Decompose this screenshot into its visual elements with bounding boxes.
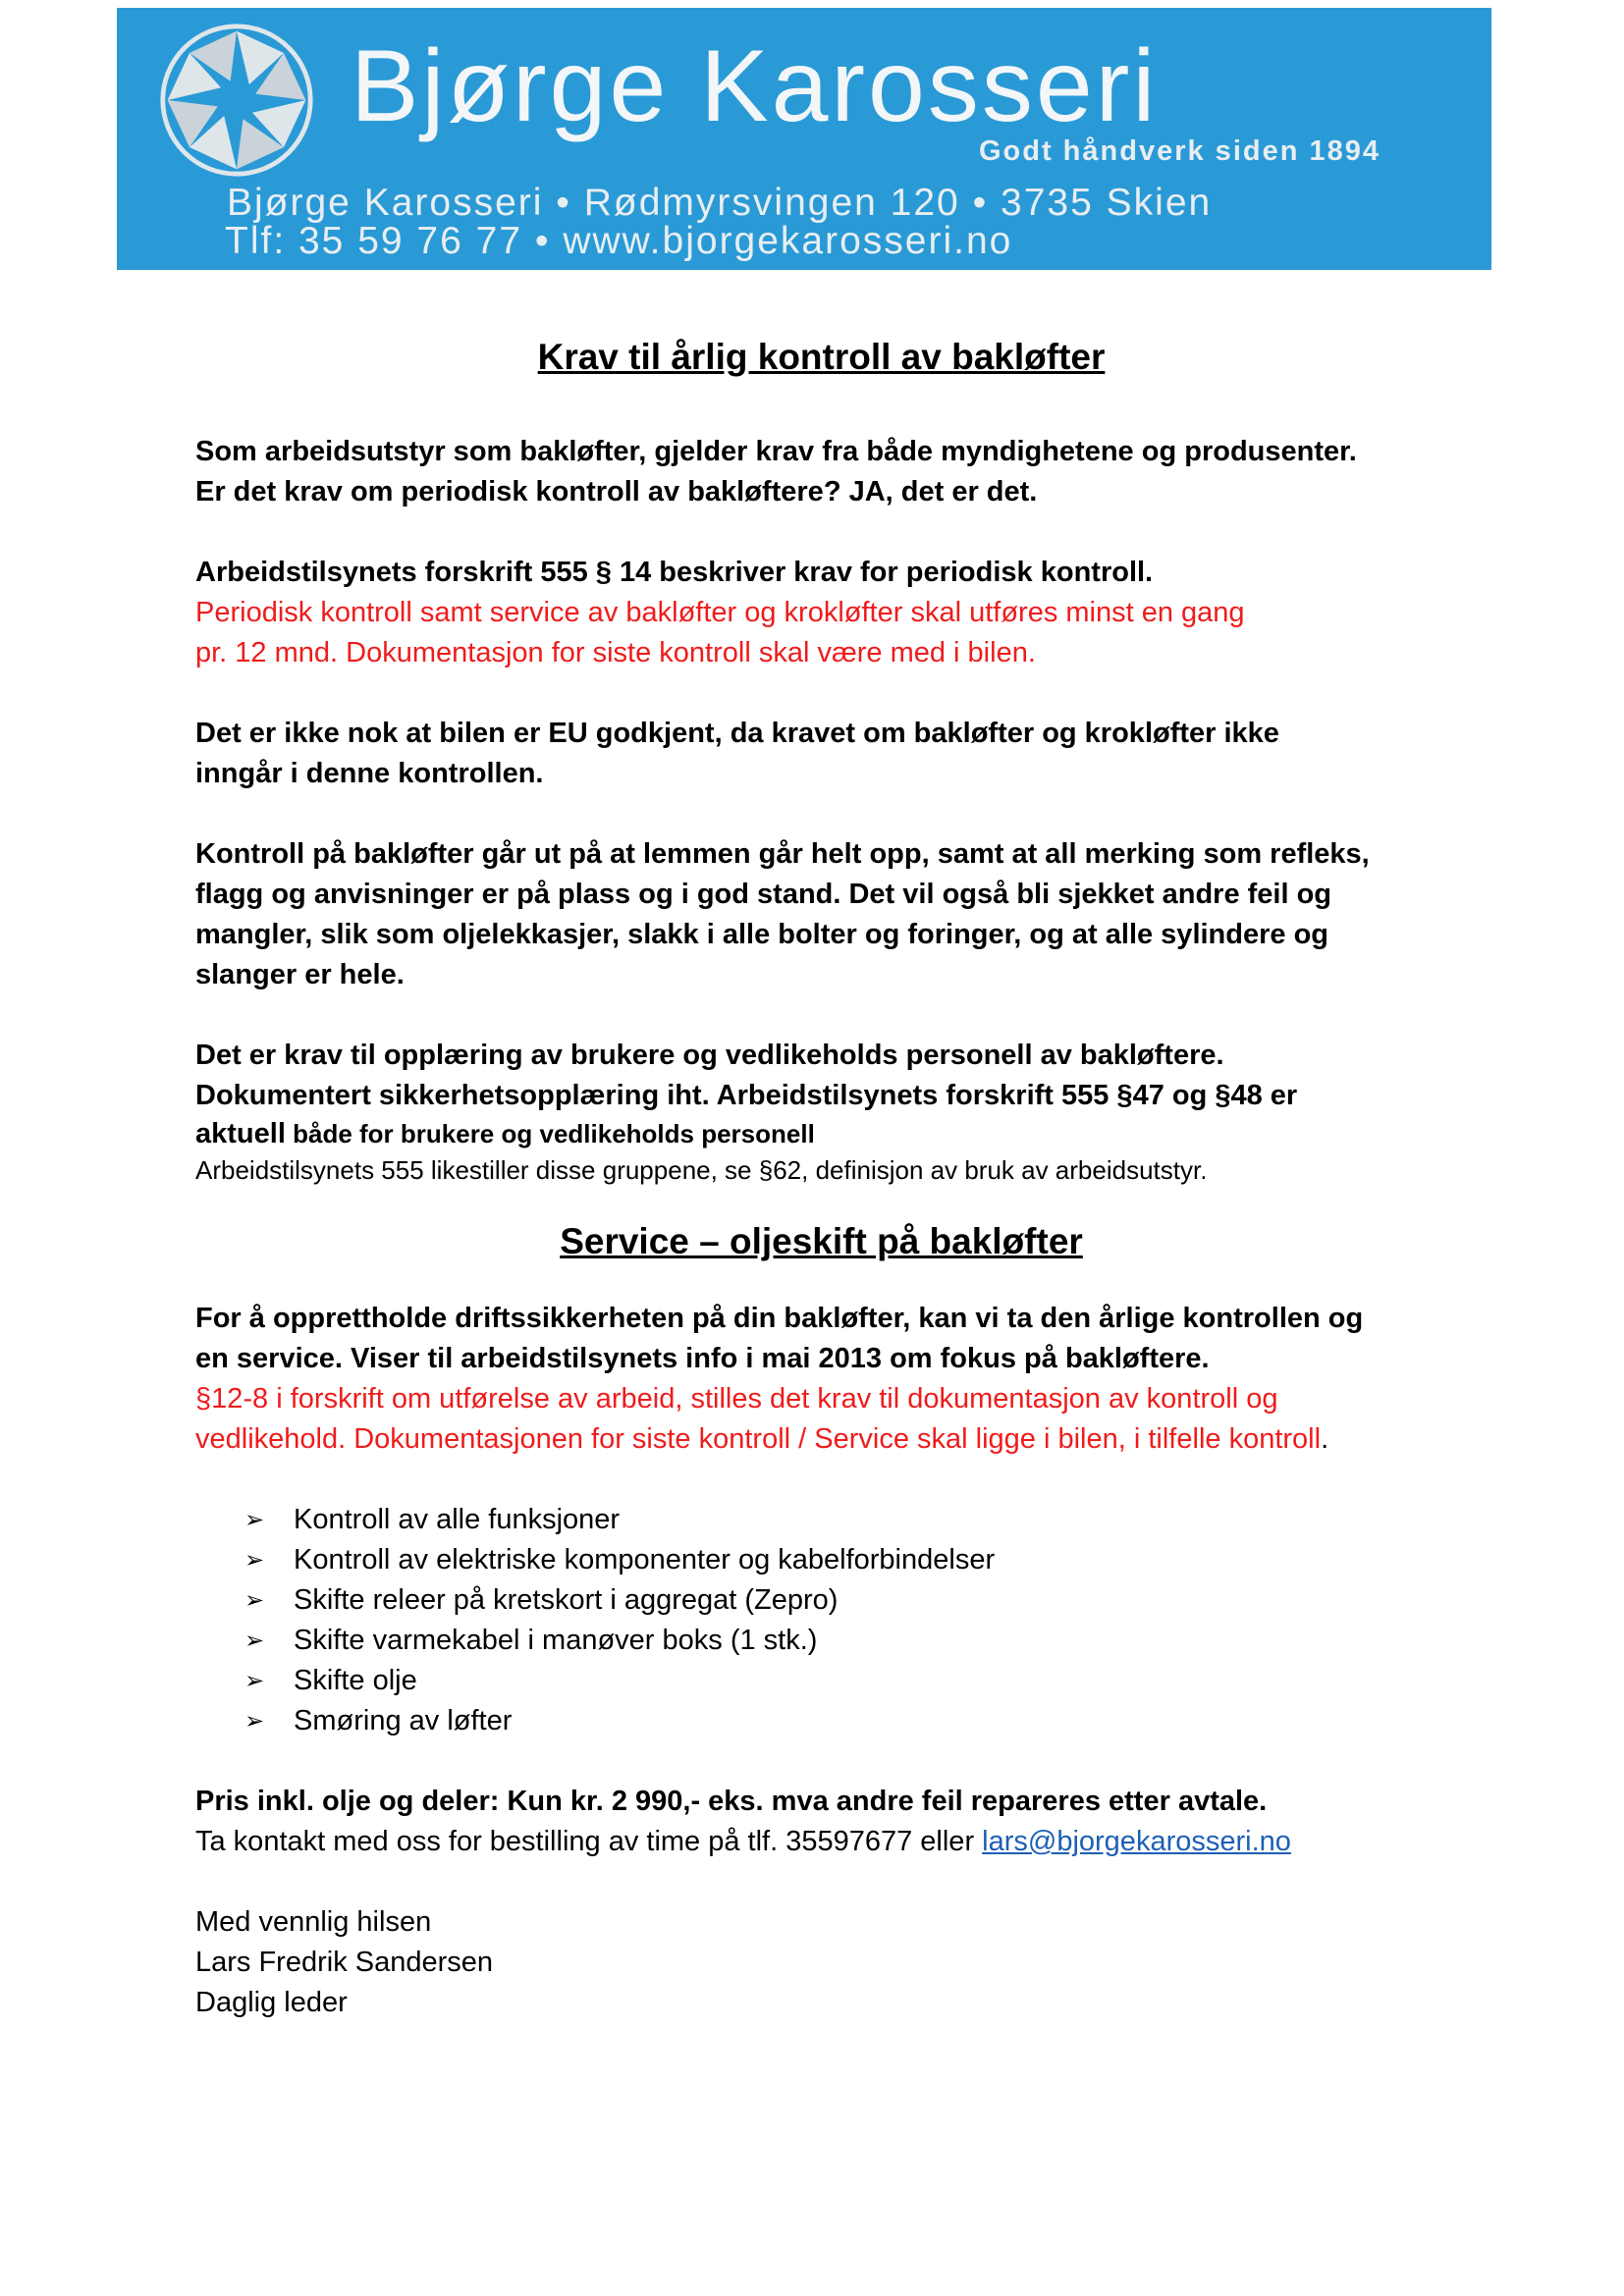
arrow-bullet-icon: ➢ [244, 1507, 265, 1533]
list-item [244, 1540, 1472, 1580]
email-link[interactable]: lars@bjorgekarosseri.no [982, 1826, 1291, 1857]
brand-name: Bjørge Karosseri [351, 29, 1159, 143]
paragraph-line: mangler, slik som oljelekkasjer, slakk i alle bolter og foringer, og at alle sylindere og [195, 919, 1329, 950]
paragraph-line: Kontroll på bakløfter går ut på at lemmen går helt opp, samt at all merking som refleks, [195, 838, 1370, 870]
paragraph-line: Dokumentert sikkerhetsopplæring iht. Arbeidstilsynets forskrift 555 §47 og §48 er [195, 1080, 1298, 1111]
tagline: Godt håndverk siden 1894 [978, 135, 1380, 167]
list-item-label: Kontroll av alle funksjoner [294, 1504, 621, 1535]
arrow-bullet-icon: ➢ [244, 1708, 265, 1735]
list-item-label: Kontroll av elektriske komponenter og kabelforbindelser [294, 1544, 996, 1575]
paragraph-line: inngår i denne kontrollen. [195, 758, 544, 789]
arrow-bullet-icon: ➢ [244, 1547, 265, 1574]
arrow-bullet-icon: ➢ [244, 1668, 265, 1694]
header-banner [117, 8, 1491, 270]
text-run: aktuell [195, 1118, 286, 1149]
text-run: både for brukere og vedlikeholds personell [285, 1119, 815, 1148]
red-notice-line: pr. 12 mnd. Dokumentasjon for siste kontroll skal være med i bilen. [195, 637, 1036, 668]
signature-role: Daglig leder [195, 1987, 348, 2018]
contact-prefix: Ta kontakt med oss for bestilling av time på tlf. 35597677 eller [195, 1826, 983, 1857]
contact-paragraph [195, 1822, 1472, 1862]
paragraph-line [195, 1116, 1472, 1152]
paragraph-line: Er det krav om periodisk kontroll av bakløftere? JA, det er det. [195, 476, 1038, 507]
signature-greeting: Med vennlig hilsen [195, 1906, 432, 1938]
section-title-service: Service – oljeskift på bakløfter [560, 1221, 1083, 1261]
paragraph-line: Som arbeidsutstyr som bakløfter, gjelder krav fra både myndighetene og produsenter. [195, 436, 1357, 467]
service-item-list [195, 1500, 1472, 1741]
list-item [244, 1701, 1472, 1741]
red-notice-line: §12-8 i forskrift om utførelse av arbeid, stilles det krav til dokumentasjon av kontroll og [195, 1383, 1278, 1415]
text-run: . [1321, 1423, 1329, 1455]
list-item-label: Skifte releer på kretskort i aggregat (Zepro) [294, 1584, 839, 1616]
list-item [244, 1621, 1472, 1661]
address-line: Bjørge Karosseri • Rødmyrsvingen 120 • 3735 Skien [227, 182, 1213, 224]
paragraph-line: slanger er hele. [195, 959, 405, 990]
section-title-control: Krav til årlig kontroll av bakløfter [537, 337, 1106, 377]
aperture-logo-icon [158, 22, 315, 179]
paragraph-line: flagg og anvisninger er på plass og i god stand. Det vil også bli sjekket andre feil og [195, 879, 1332, 910]
paragraph-line: For å opprettholde driftssikkerheten på din bakløfter, kan vi ta den årlige kontrollen og [195, 1303, 1364, 1334]
paragraph-line: en service. Viser til arbeidstilsynets info i mai 2013 om fokus på bakløftere. [195, 1343, 1210, 1374]
regulation-line: Arbeidstilsynets forskrift 555 § 14 beskriver krav for periodisk kontroll. [195, 557, 1154, 588]
paragraph-line [195, 1419, 1472, 1460]
document-body [195, 329, 1472, 2023]
price-line: Pris inkl. olje og deler: Kun kr. 2 990,- eks. mva andre feil repareres etter avtale. [195, 1786, 1268, 1817]
list-item [244, 1580, 1472, 1621]
list-item-label: Skifte olje [294, 1665, 417, 1696]
arrow-bullet-icon: ➢ [244, 1628, 265, 1654]
list-item-label: Smøring av løfter [294, 1705, 513, 1736]
paragraph-line: Arbeidstilsynets 555 likestiller disse gruppene, se §62, definisjon av bruk av arbeidsutstyr. [195, 1155, 1208, 1185]
signature-name: Lars Fredrik Sandersen [195, 1947, 494, 1978]
arrow-bullet-icon: ➢ [244, 1587, 265, 1614]
red-notice-run: vedlikehold. Dokumentasjonen for siste kontroll / Service skal ligge i bilen, i tilfelle kontroll [195, 1423, 1322, 1455]
list-item-label: Skifte varmekabel i manøver boks (1 stk.) [294, 1625, 818, 1656]
paragraph-line: Det er ikke nok at bilen er EU godkjent, da kravet om bakløfter og krokløfter ikke [195, 718, 1279, 749]
paragraph-line: Det er krav til opplæring av brukere og vedlikeholds personell av bakløftere. [195, 1040, 1224, 1071]
red-notice-line: Periodisk kontroll samt service av bakløfter og krokløfter skal utføres minst en gang [195, 597, 1245, 628]
list-item [244, 1661, 1472, 1701]
list-item [244, 1500, 1472, 1540]
contact-line: Tlf: 35 59 76 77 • www.bjorgekarosseri.no [225, 220, 1013, 262]
